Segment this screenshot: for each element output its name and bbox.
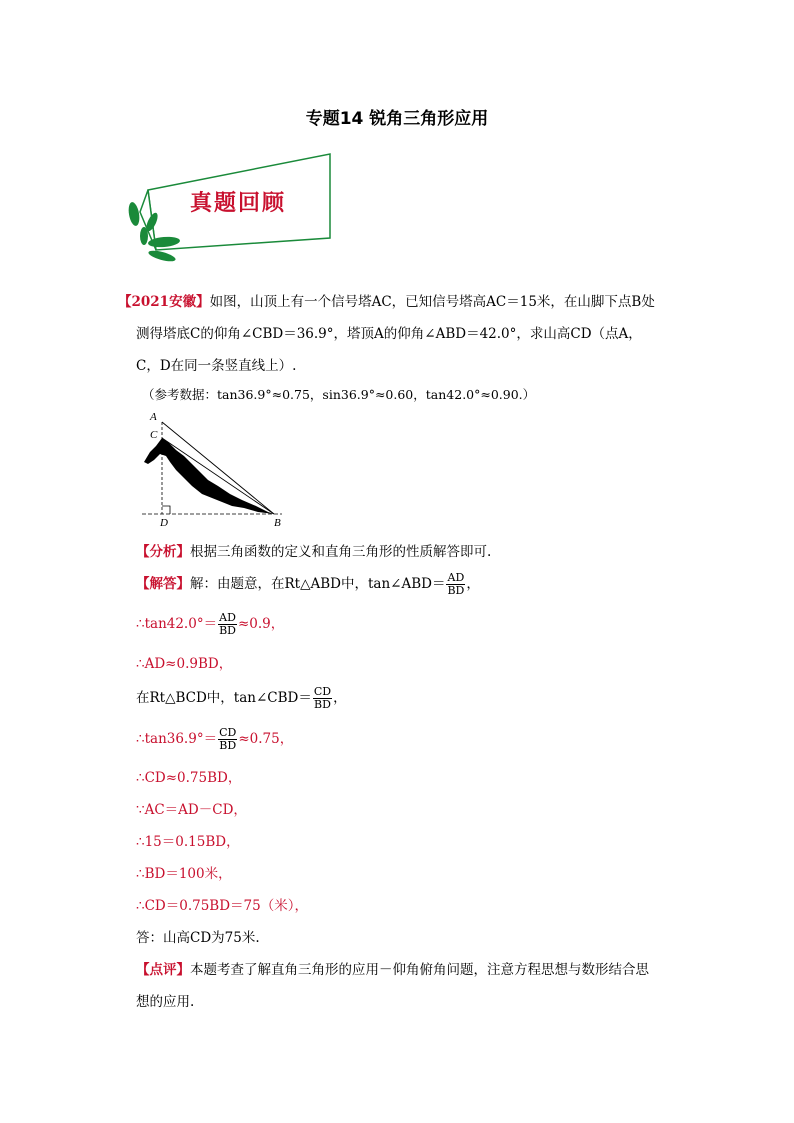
solution-step-6: ∴CD≈0.75BD， — [136, 770, 242, 786]
banner-title: 真题回顾 — [190, 190, 287, 216]
problem-line-2: 测得塔底C的仰角∠CBD＝36.9°，塔顶A的仰角∠ABD＝42.0°，求山高CD（点A， — [136, 326, 642, 342]
solution-step-5: ∴tan36.9°＝ $\frac{CD}{BD}$ ≈0.75， — [136, 726, 294, 752]
page-title: 专题14 锐角三角形应用 — [305, 109, 489, 129]
solution-step-9: ∴BD＝100米， — [136, 866, 232, 882]
label-C: C — [150, 429, 158, 441]
reference-data: （参考数据：tan36.9°≈0.75，sin36.9°≈0.60，tan42.0°≈0.90.） — [142, 387, 536, 402]
solution-step-8: ∴15＝0.15BD， — [136, 834, 240, 850]
solution-answer: 答：山高CD为75米. — [136, 930, 260, 946]
solution-step-3: ∴AD≈0.9BD， — [136, 656, 233, 672]
solution-step-2: ∴tan42.0°＝ $\frac{AD}{BD}$ ≈0.9， — [136, 611, 285, 637]
comment-line-2: 想的应用. — [136, 994, 195, 1010]
problem-line-1: 【2021安徽】如图，山顶上有一个信号塔AC，已知信号塔高AC＝15米，在山脚下点B处 — [118, 294, 655, 310]
solution-step-10: ∴CD＝0.75BD＝75（米）， — [136, 898, 308, 914]
mountain-figure — [136, 408, 296, 532]
analysis-line: 【分析】根据三角函数的定义和直角三角形的性质解答即可. — [136, 544, 492, 560]
label-D: D — [160, 517, 168, 529]
solution-intro: 【解答】解：由题意，在Rt△ABD中，tan∠ABD＝ $\frac{AD}{BD}$ ， — [136, 571, 480, 597]
fraction-ad-bd: $\frac{AD}{BD}$ — [447, 571, 465, 597]
solution-step-7: ∵AC＝AD－CD， — [136, 802, 247, 818]
mountain-silhouette — [144, 438, 274, 514]
label-B: B — [274, 517, 281, 529]
label-A: A — [150, 411, 157, 423]
problem-line-3: C，D在同一条竖直线上）. — [136, 358, 297, 374]
solution-step-4: 在Rt△BCD中，tan∠CBD＝ $\frac{CD}{BD}$ ， — [136, 685, 347, 711]
comment-line-1: 【点评】本题考查了解直角三角形的应用－仰角俯角问题，注意方程思想与数形结合思 — [136, 962, 649, 978]
